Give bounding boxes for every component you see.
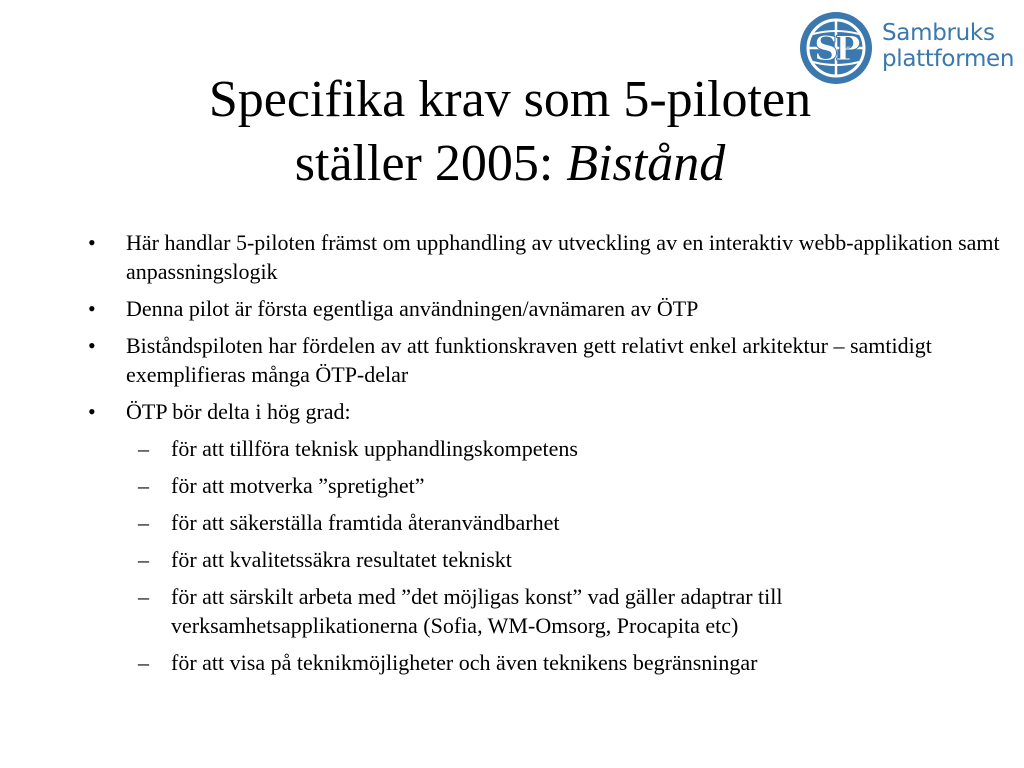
bullet-item [88,397,1008,426]
bullet-item [88,228,1008,286]
sub-bullet-item [88,648,1008,677]
dash-marker: – [138,650,149,675]
bullet-text: för att särskilt arbeta med ”det möjligas konst” vad gäller adaptrar till verksamhetsapplikationerna (Sofia, WM-Omsorg, Procapita etc) [171,584,783,638]
svg-text:P: P [835,29,861,69]
bullet-text: för att kvalitetssäkra resultatet tekniskt [171,547,512,572]
logo-line-2: plattformen [882,46,1015,72]
sub-bullet-item [88,434,1008,463]
bullet-text: för att motverka ”spretighet” [171,473,425,498]
dash-marker: – [138,584,149,609]
title-line-2-italic: Bistånd [566,135,726,192]
bullet-marker: • [88,333,96,358]
bullet-item [88,294,1008,323]
bullet-list [88,228,1008,685]
sub-bullet-item [88,582,1008,640]
bullet-text: Här handlar 5-piloten främst om upphandling av utveckling av en interaktiv webb-applikation samt anpassningslogik [126,230,1000,284]
dash-marker: – [138,547,149,572]
sub-bullet-item [88,545,1008,574]
dash-marker: – [138,510,149,535]
logo-line-1: Sambruks [882,20,995,46]
bullet-text: Denna pilot är första egentliga användningen/avnämaren av ÖTP [126,296,699,321]
bullet-marker: • [88,399,96,424]
slide-title [60,68,960,196]
title-line-2-prefix: ställer 2005: [294,135,567,192]
svg-text:S: S [814,29,839,69]
bullet-text: för att säkerställa framtida återanvändbarhet [171,510,560,535]
bullet-marker: • [88,230,96,255]
bullet-text: för att visa på teknikmöjligheter och även teknikens begränsningar [171,650,758,675]
sub-bullet-item [88,471,1008,500]
bullet-marker: • [88,296,96,321]
logo-wordmark [882,20,1014,72]
dash-marker: – [138,436,149,461]
bullet-text: Biståndspiloten har fördelen av att funktionskraven gett relativt enkel arkitektur – samtidigt exemplifieras många ÖTP-delar [126,333,932,387]
bullet-text: ÖTP bör delta i hög grad: [126,399,351,424]
dash-marker: – [138,473,149,498]
title-line-1: Specifika krav som 5-piloten [208,71,812,128]
sub-bullet-item [88,508,1008,537]
bullet-text: för att tillföra teknisk upphandlingskompetens [171,436,578,461]
bullet-item [88,331,1008,389]
